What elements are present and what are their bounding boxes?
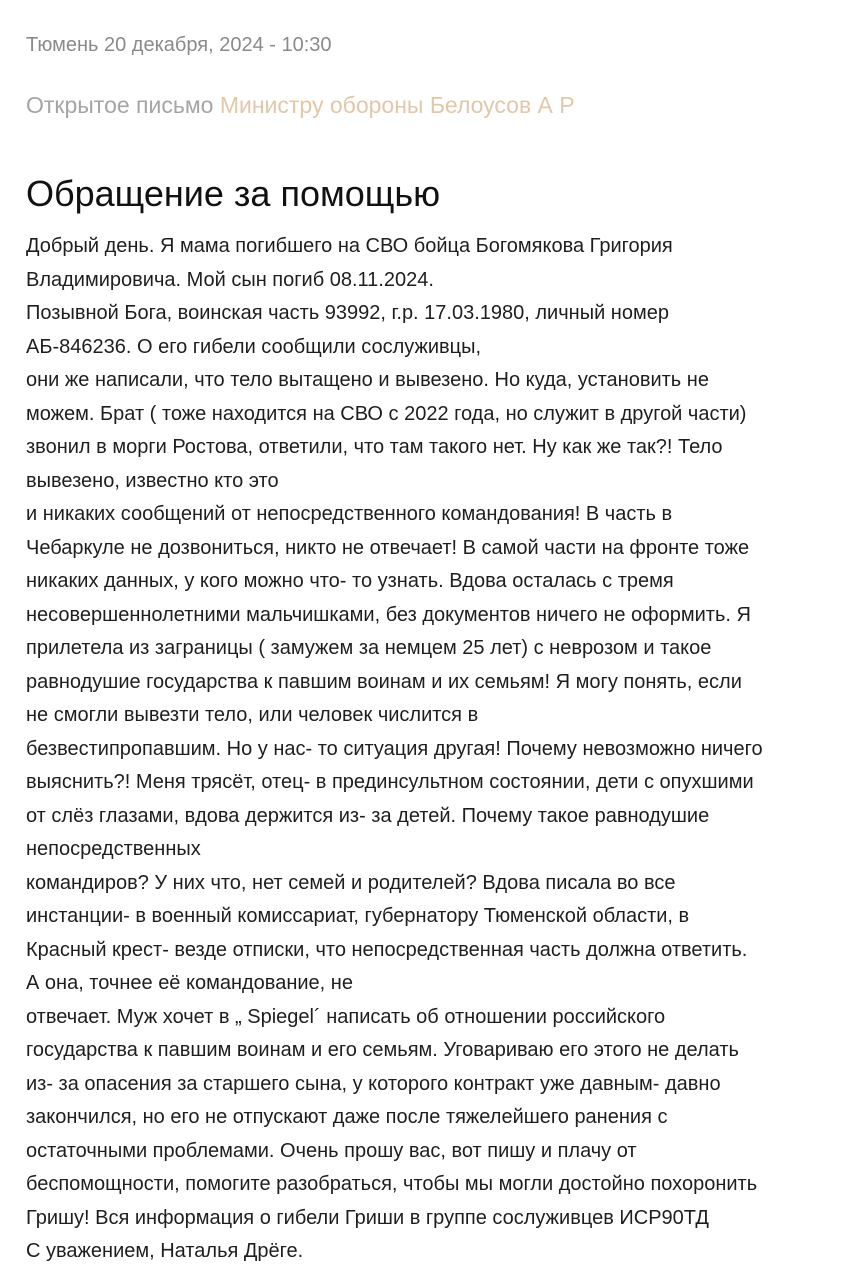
body-line: прилетела из заграницы ( замужем за немцем 25 лет) с неврозом и такое xyxy=(26,637,712,659)
body-line: Гришу! Вся информация о гибели Гриши в группе сослуживцев ИСР90ТД xyxy=(26,1206,709,1229)
addressee-line xyxy=(26,89,575,121)
article-title: Обращение за помощью xyxy=(26,173,441,214)
body-line: командиров? У них что, нет семей и родителей? Вдова писала во все xyxy=(26,871,676,894)
body-line: А она, точнее её командование, не xyxy=(26,972,353,994)
body-line: не смогли вывезти тело, или человек числится в xyxy=(26,704,479,726)
body-line: и никаких сообщений от непосредственного командования! В часть в xyxy=(26,503,673,525)
body-line: Чебаркуле не дозвониться, никто не отвечает! В самой части на фронте тоже xyxy=(26,536,750,559)
article-body xyxy=(26,230,838,1269)
body-line: инстанции- в военный комиссариат, губернатору Тюменской области, в xyxy=(26,905,690,927)
body-line: беспомощности, помогите разобраться, чтобы мы могли достойно похоронить xyxy=(26,1173,758,1195)
signature: С уважением, Наталья Дрёге. xyxy=(26,1240,304,1262)
body-line: Красный крест- везде отписки, что непосредственная часть должна ответить. xyxy=(26,938,748,961)
addressee-recipient-link[interactable]: Министру обороны Белоусов А Р xyxy=(219,92,575,118)
body-line: закончился, но его не отпускают даже после тяжелейшего ранения с xyxy=(26,1106,668,1128)
body-line: они же написали, что тело вытащено и вывезено. Но куда, установить не xyxy=(26,369,709,391)
body-line: выяснить?! Меня трясёт, отец- в прединсультном состоянии, дети с опухшими xyxy=(26,771,754,793)
body-line: отвечает. Муж хочет в „ Spiegel´ написать об отношении российского xyxy=(26,1005,666,1028)
body-line: звонил в морги Ростова, ответили, что там такого нет. Ну как же так?! Тело xyxy=(26,436,723,458)
body-line: непосредственных xyxy=(26,838,201,860)
body-line: АБ-846236. О его гибели сообщили сослуживцы, xyxy=(26,335,482,358)
location-date: Тюмень 20 декабря, 2024 - 10:30 xyxy=(26,34,332,56)
body-line: равнодушие государства к павшим воинам и их семьям! Я могу понять, если xyxy=(26,670,742,693)
body-line: государства к павшим воинам и его семьям. Уговариваю его этого не делать xyxy=(26,1039,739,1061)
body-line: Владимировича. Мой сын погиб 08.11.2024. xyxy=(26,268,434,291)
body-line: Позывной Бога, воинская часть 93992, г.р. 17.03.1980, личный номер xyxy=(26,302,669,324)
body-line: несовершеннолетними мальчишками, без документов ничего не оформить. Я xyxy=(26,603,751,626)
body-line: остаточными проблемами. Очень прошу вас, вот пишу и плачу от xyxy=(26,1139,637,1162)
body-line: из- за опасения за старшего сына, у которого контракт уже давным- давно xyxy=(26,1072,721,1095)
body-line: безвестипропавшим. Но у нас- то ситуация другая! Почему невозможно ничего xyxy=(26,737,763,760)
body-line: вывезено, известно кто это xyxy=(26,469,279,492)
body-line: Добрый день. Я мама погибшего на СВО бойца Богомякова Григория xyxy=(26,235,673,257)
body-line: никаких данных, у кого можно что- то узнать. Вдова осталась с тремя xyxy=(26,570,674,592)
body-line: можем. Брат ( тоже находится на СВО с 2022 года, но служит в другой части) xyxy=(26,402,747,425)
body-line: от слёз глазами, вдова держится из- за детей. Почему такое равнодушие xyxy=(26,804,710,827)
addressee-prefix: Открытое письмо xyxy=(26,92,214,118)
